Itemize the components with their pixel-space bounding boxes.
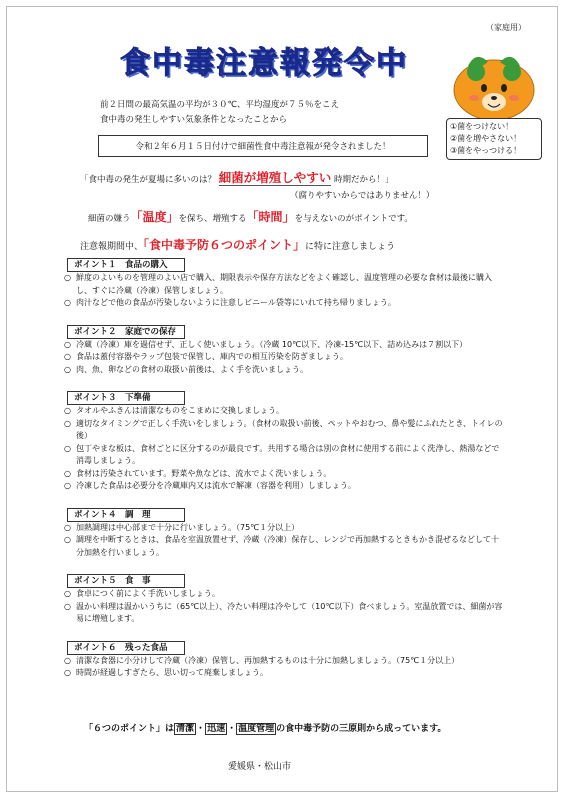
circle-bullet-icon: ○ [64,418,71,428]
point-item [64,339,504,352]
closing-text-a: 「６つのポイント」 [84,724,166,734]
question-line [80,168,393,186]
point-item [64,468,504,481]
circle-bullet-icon: ○ [64,481,71,490]
lead-line-1: 前２日間の最高気温の平均が３０℃、平均湿度が７５％をこえ [100,100,340,110]
circle-bullet-icon: ○ [64,535,71,544]
circle-bullet-icon: ○ [64,522,71,532]
principle-cleanliness: 清潔 [176,724,195,734]
closing-text-h: の食中毒予防の三原則から成っています。 [276,724,447,734]
lead-line-2: 食中毒の発生しやすい気象条件となったことから [100,115,288,125]
point-item-text: 清潔な食器に小分けして冷蔵（冷凍）保管し、再加熱するものは十分に加熱しましょう。（75℃１分以上） [76,655,460,665]
point-section [64,568,504,626]
point-section [64,385,504,493]
principle-1: ①菌をつけない！ [450,122,514,131]
lead-text [100,98,339,128]
points-list [64,252,504,689]
point-item-text: 冷蔵（冷凍）庫を過信せず、正しく使いましょう。（冷蔵 10℃以下、冷凍-15℃以下、詰め込みは７割以下） [76,339,468,349]
temperature-time-line [88,208,413,225]
point-item [64,364,504,377]
point-heading: ポイント５ 食 事 [67,574,185,588]
point-item-text: 肉汁などで他の食品が汚染しないように注意しビニール袋等にいれて持ち帰りましょう。 [76,298,396,307]
circle-bullet-icon: ○ [64,601,71,611]
principle-3: ③菌をやっつける！ [450,146,522,155]
intro-emphasis: 「食中毒予防６つのポイント」 [143,238,306,252]
notice-box: 令和２年６月１５日付けで細菌性食中毒注意報が発令されました！ [98,135,428,157]
point-item [64,351,504,364]
point-item-text: 冷凍した食品は必要分を冷蔵庫内又は流水で解凍（容器を利用）しましょう。 [76,481,356,490]
temperature-emphasis: 「温度」 [130,210,179,224]
point-item-text: 肉、魚、卵などの食材の取扱い前後は、よく手を洗いましょう。 [76,364,308,374]
point-heading: ポイント１ 食品の購入 [67,258,185,272]
point-section [64,252,504,310]
temp-line-text-e: を与えないのがポイントです。 [294,214,413,224]
circle-bullet-icon: ○ [64,589,71,598]
principle-2: ②菌を増やさない！ [450,134,522,143]
point-item [64,655,504,668]
intro-text-c: に特に注意しましょう [305,242,396,252]
circle-bullet-icon: ○ [64,655,71,665]
page-title: 食中毒注意報発令中 [120,46,408,81]
point-item [64,272,504,297]
intro-text-a: 注意報期間中、 [80,242,144,252]
footer-issuer: 愛媛県・松山市 [228,762,292,772]
time-emphasis: 「時間」 [246,210,295,224]
temp-line-text-c: を保ち、増殖する [178,214,247,224]
point-item [64,601,504,626]
point-item [64,522,504,535]
home-use-tag: （家庭用） [486,23,526,32]
point-heading: ポイント２ 家庭での保存 [67,325,185,339]
point-section [64,635,504,680]
point-item [64,405,504,418]
principle-speed: 迅速 [207,724,226,734]
closing-text-b: は [165,724,175,734]
orange-mascot-icon [448,44,540,124]
circle-bullet-icon: ○ [64,339,71,349]
question-note: （腐りやすいからではありません！） [290,191,435,201]
point-heading: ポイント３ 下準備 [67,391,185,405]
point-item-text: 食卓につく前によく手洗いしましょう。 [76,589,220,598]
question-post: 時期だから！」 [333,175,394,185]
point-item [64,534,504,559]
point-heading: ポイント４ 調 理 [67,508,185,522]
three-principles-bubble [446,118,542,160]
point-item-text: タオルやふきんは清潔なものをこまめに交換しましょう。 [76,406,284,415]
point-item [64,667,504,680]
point-item-text: 調理を中断するときは、食品を室温放置せず、冷蔵（冷凍）保存し、レンジで再加熱するときもかき混ぜるなどして十分加熱を行いましょう。 [76,535,499,557]
point-section [64,319,504,377]
question-pre: 「食中毒の発生が夏場に多いのは？ [80,175,217,185]
temp-line-text-a: 細菌の嫌う [88,214,131,224]
principle-temperature: 温度管理 [238,724,275,734]
point-item-text: 食材は汚染されています。野菜や魚などは、流水でよく洗いましょう。 [76,468,332,478]
point-item-text: 食品は蓋付容器やラップ包装で保管し、庫内での相互汚染を防ぎましょう。 [76,352,348,361]
circle-bullet-icon: ○ [64,352,71,361]
point-item-text: 温かい料理は温かいうちに（65℃以上）、冷たい料理は冷やして（10℃以下）食べましょう。室温放置では、細菌が容易に増殖します。 [76,601,503,623]
point-item [64,480,504,493]
point-item-text: 鮮度のよいものを管理のよい店で購入、期限表示や保存方法などをよく確認し、温度管理の必要な食材は最後に購入し、すぐに冷蔵（冷凍）保管しましょう。 [76,273,492,295]
point-item-text: 時間が経過しすぎたら、思い切って廃棄しましょう。 [76,668,268,677]
circle-bullet-icon: ○ [64,468,71,478]
closing-line [84,721,446,734]
circle-bullet-icon: ○ [64,406,71,415]
closing-sep-1: ・ [196,724,206,734]
six-points-intro [80,236,395,253]
point-heading: ポイント６ 残った食品 [67,641,185,655]
closing-sep-2: ・ [227,724,237,734]
point-item [64,443,504,468]
circle-bullet-icon: ○ [64,273,71,282]
point-item-text: 適切なタイミングで正しく手洗いをしましょう。（食材の取扱い前後、ペットやおむつ、鼻や髪にふれたとき、トイレの後） [76,418,503,440]
point-section [64,502,504,560]
point-item [64,297,504,310]
point-item-text: 包丁やまな板は、食材ごとに区分するのが最良です。共用する場合は別の食材に使用する前によく洗浄し、熱湯などで消毒しましょう。 [76,443,500,465]
circle-bullet-icon: ○ [64,364,71,374]
question-emphasis: 細菌が増殖しやすい [218,170,332,185]
circle-bullet-icon: ○ [64,298,71,307]
circle-bullet-icon: ○ [64,668,71,677]
circle-bullet-icon: ○ [64,443,71,453]
point-item [64,418,504,443]
point-item [64,588,504,601]
point-item-text: 加熱調理は中心部まで十分に行いましょう。（75℃１分以上） [76,522,300,532]
